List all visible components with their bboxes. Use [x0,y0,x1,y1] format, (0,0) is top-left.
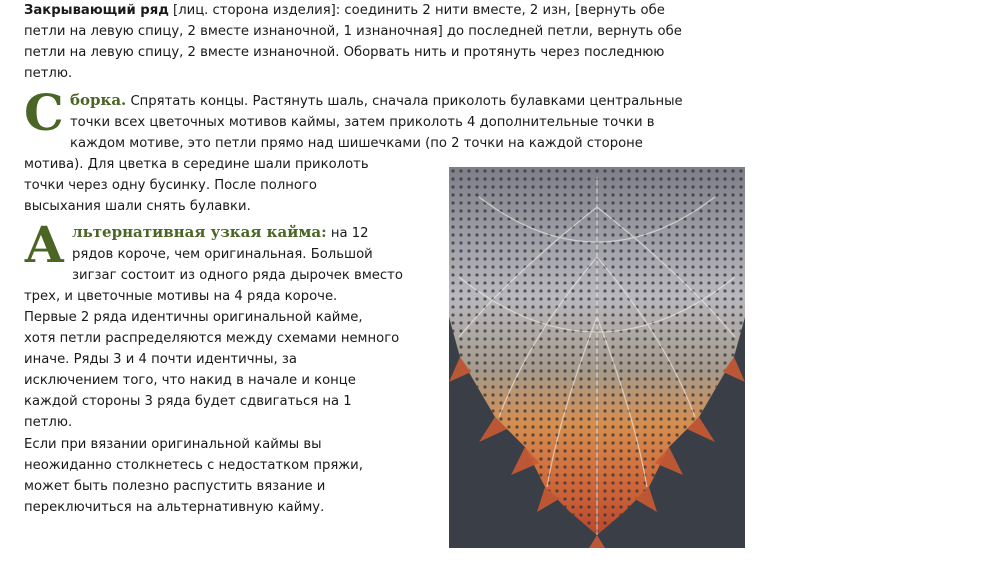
closing-row-line: петли на левую спицу, 2 вместе изнаночной. Оборвать нить и протянуть через последнюю [24,45,665,60]
assembly-line: высыхания шали снять булавки. [24,199,251,214]
alt-border-line: рядов короче, чем оригинальная. Большой [72,247,373,262]
alt-border-line: трех, и цветочные мотивы на 4 ряда короче. [24,289,338,304]
alt-border-line: зигзаг состоит из одного ряда дырочек вместо [72,268,403,283]
assembly-line: каждом мотиве, это петли прямо над шишечками (по 2 точки на каждой стороне [70,136,643,151]
alt-border-line: иначе. Ряды 3 и 4 почти идентичны, за [24,352,298,367]
tip-line: Если при вязании оригинальной каймы вы [24,437,322,452]
shawl-photo [449,167,745,548]
assembly-line: мотива). Для цветка в середине шали приколоть [24,157,369,172]
tip-line: может быть полезно распустить вязание и [24,479,326,494]
alt-border-dropcap: А [24,215,65,274]
assembly-heading: борка. [70,91,127,109]
alt-border-line: исключением того, что накид в начале и конце [24,373,356,388]
alt-border-paragraph [24,215,403,433]
closing-row-title: Закрывающий ряд [24,3,169,18]
assembly-line: точки через одну бусинку. После полного [24,178,317,193]
alt-border-heading: льтернативная узкая кайма: [72,223,327,241]
alt-border-line: петлю. [24,415,73,430]
alt-border-line: каждой стороны 3 ряда будет сдвигаться на 1 [24,394,352,409]
closing-row-line: петлю. [24,66,73,81]
assembly-dropcap: С [24,83,64,142]
tip-line: неожиданно столкнетесь с недостатком пряжи, [24,458,363,473]
tip-line: переключиться на альтернативную кайму. [24,500,325,515]
assembly-line: Спрятать концы. Растянуть шаль, сначала приколоть булавками центральные [126,94,683,109]
alt-border-line: хотя петли распределяются между схемами немного [24,331,400,346]
alt-border-line: на 12 [326,226,369,241]
assembly-line: точки всех цветочных мотивов каймы, затем приколоть 4 дополнительные точки в [70,115,655,130]
closing-row-line: [лиц. сторона изделия]: соединить 2 нити вместе, 2 изн, [вернуть обе [168,3,665,18]
closing-row-paragraph [24,0,682,84]
closing-row-line: петли на левую спицу, 2 вместе изнаночной, 1 изнаночная] до последней петли, вернуть обе [24,24,682,39]
alt-border-line: Первые 2 ряда идентичны оригинальной кайме, [24,310,363,325]
tip-paragraph [24,434,363,518]
